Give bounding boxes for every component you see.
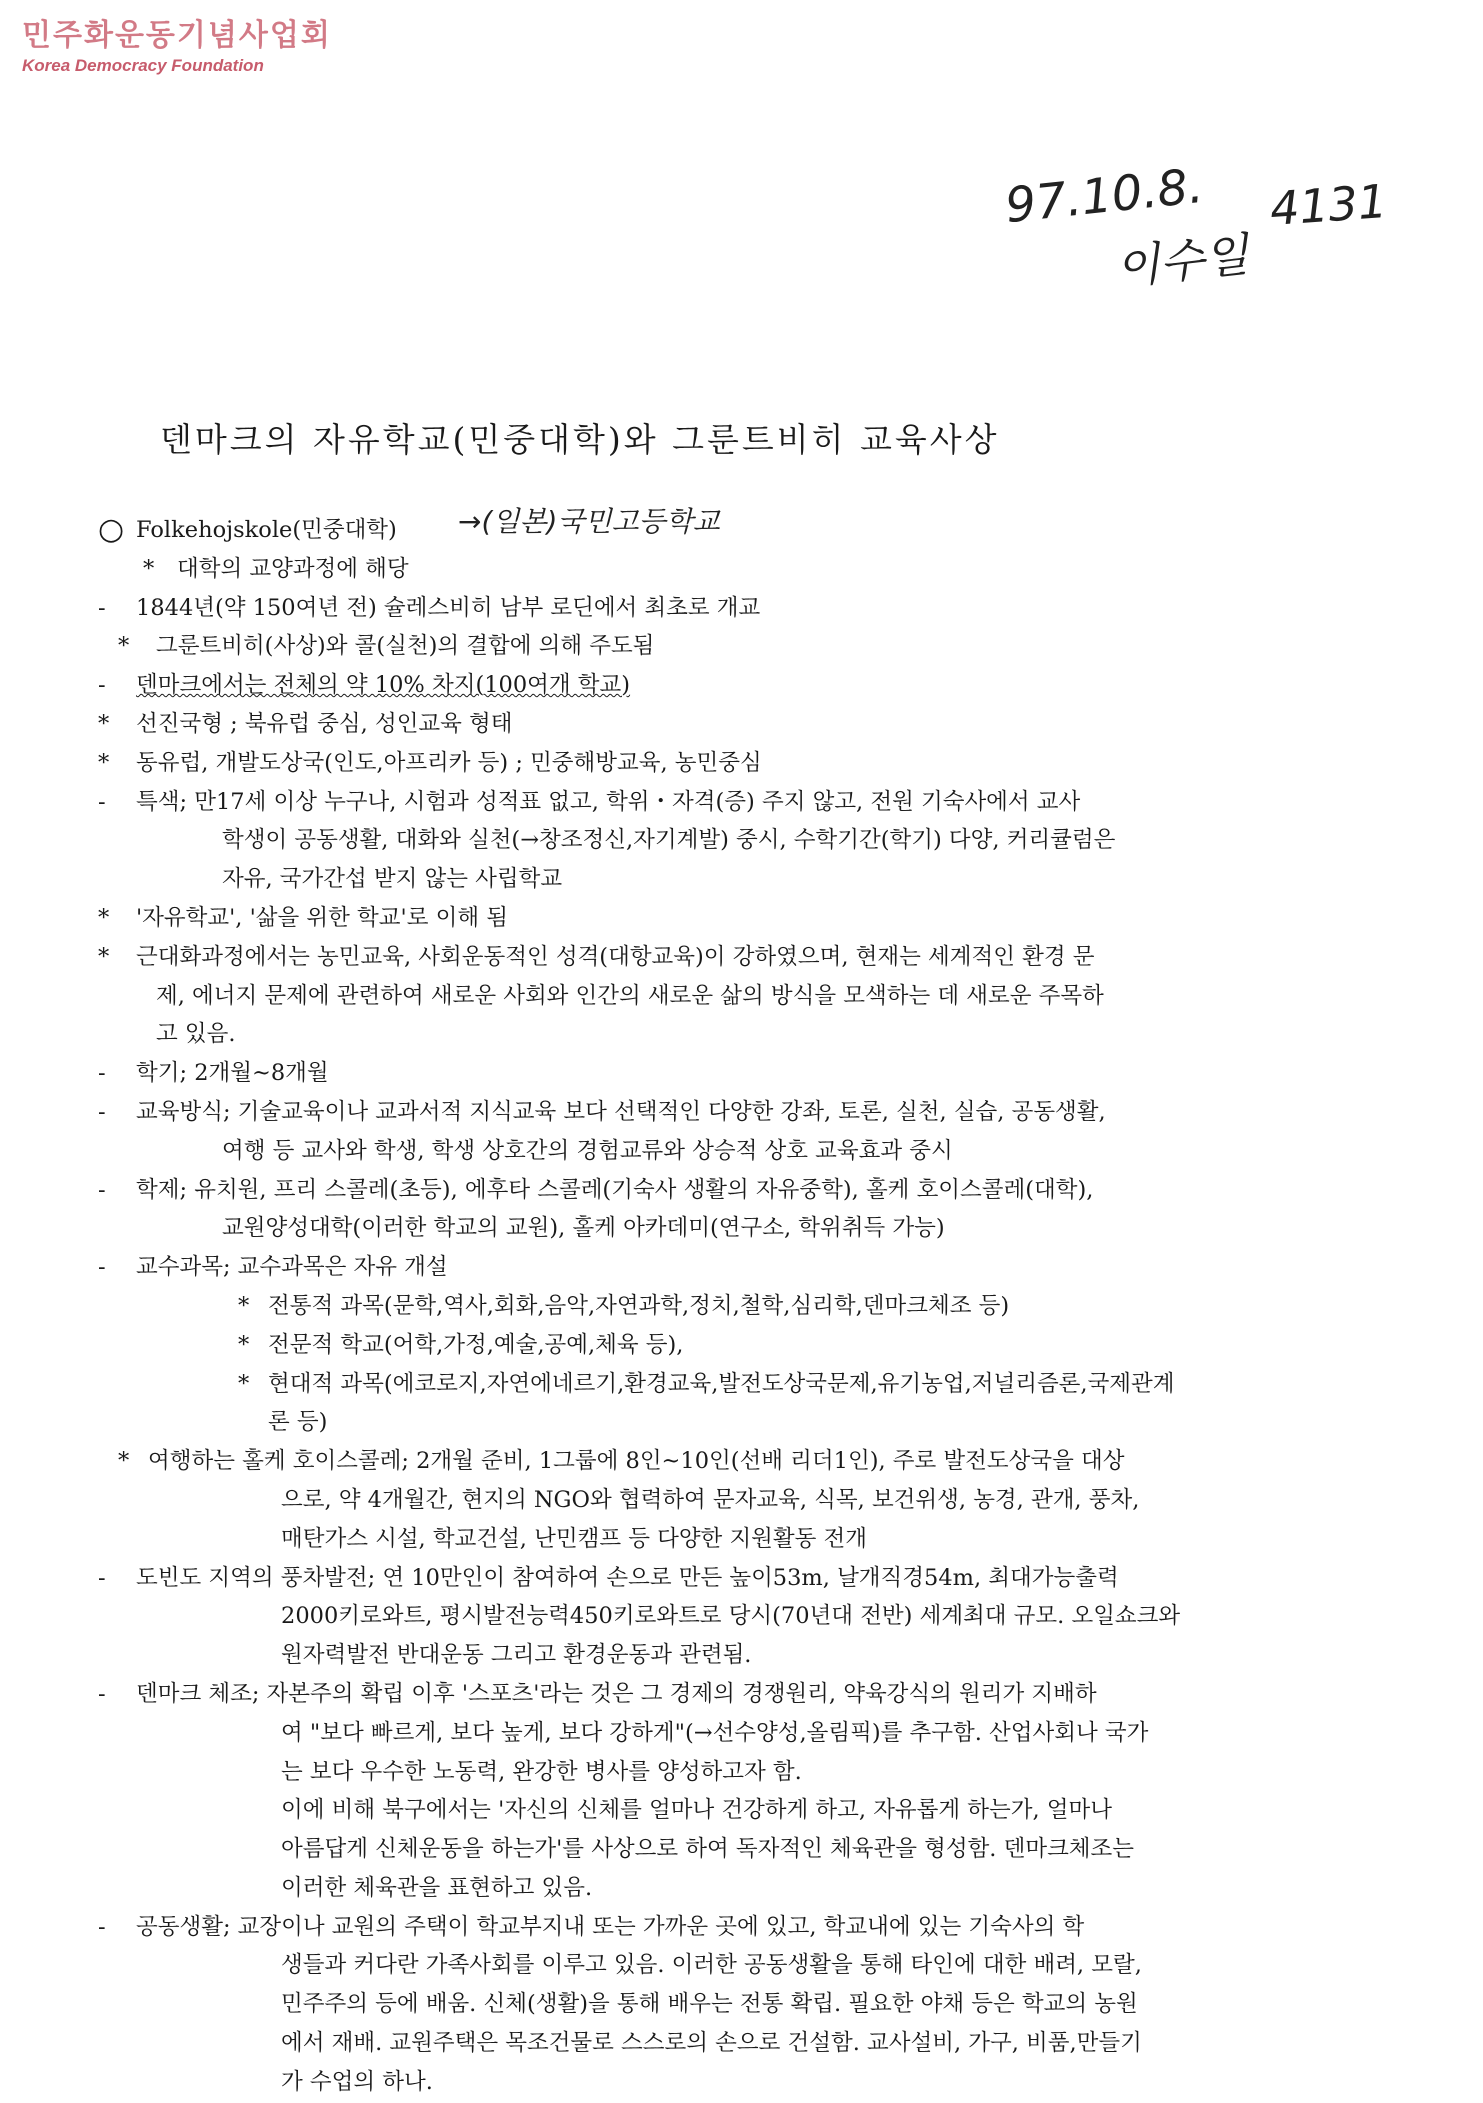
dash-bullet: - <box>98 1098 106 1125</box>
line-text: 학제; 유치원, 프리 스콜레(초등), 에후타 스콜레(기숙사 생활의 자유중학), 홀케 호이스콜레(대학), <box>136 1176 1094 1203</box>
document-line <box>98 977 1338 1016</box>
line-text: 교수과목; 교수과목은 자유 개설 <box>136 1254 448 1281</box>
document-line <box>98 938 1338 977</box>
line-text: 학기; 2개월~8개월 <box>136 1060 329 1087</box>
asterisk-bullet: * <box>118 1448 130 1475</box>
line-text: 가 수업의 하나. <box>281 2068 433 2095</box>
document-line <box>98 899 1338 938</box>
handwritten-date: 97.10.8. <box>1002 157 1206 235</box>
document-line <box>98 1559 1338 1598</box>
dash-bullet: - <box>98 1176 106 1203</box>
document-line <box>98 1403 1338 1442</box>
line-text: 이에 비해 북구에서는 '자신의 신체를 얼마나 건강하게 하고, 자유롭게 하는가, 얼마나 <box>281 1797 1113 1824</box>
line-text: 교육방식; 기술교육이나 교과서적 지식교육 보다 선택적인 다양한 강좌, 토론, 실천, 실습, 공동생활, <box>136 1098 1106 1125</box>
watermark-english: Korea Democracy Foundation <box>22 56 264 75</box>
asterisk-bullet: * <box>118 633 130 660</box>
document-title: 덴마크의 자유학교(민중대학)와 그룬트비히 교육사상 <box>160 420 1000 459</box>
document-line <box>98 1985 1338 2024</box>
line-text: 여행 등 교사와 학생, 학생 상호간의 경험교류와 상승적 상호 교육효과 중시 <box>222 1137 953 1164</box>
document-line <box>98 589 1338 628</box>
line-text: 원자력발전 반대운동 그리고 환경운동과 관련됨. <box>281 1642 752 1669</box>
dash-bullet: - <box>98 594 106 621</box>
line-text: 도빈도 지역의 풍차발전; 연 10만인이 참여하여 손으로 만든 높이53m, 날개직경54m, 최대가능출력 <box>136 1564 1119 1591</box>
asterisk-bullet: * <box>98 904 110 931</box>
line-text: 생들과 커다란 가족사회를 이루고 있음. 이러한 공동생활을 통해 타인에 대한 배려, 모랄, <box>281 1952 1142 1979</box>
document-line <box>98 1209 1338 1248</box>
document-line <box>98 1171 1338 1210</box>
document-line <box>98 821 1338 860</box>
line-text: 근대화과정에서는 농민교육, 사회운동적인 성격(대항교육)이 강하였으며, 현재는 세계적인 환경 문 <box>136 943 1095 970</box>
line-text: 특색; 만17세 이상 누구나, 시험과 성적표 없고, 학위・자격(증) 주지 않고, 전원 기숙사에서 교사 <box>136 788 1081 815</box>
foundation-watermark <box>22 18 332 76</box>
asterisk-bullet: * <box>238 1370 250 1397</box>
document-line <box>98 1287 1338 1326</box>
line-text: 자유, 국가간섭 받지 않는 사립학교 <box>222 866 563 893</box>
document-line <box>98 1753 1338 1792</box>
document-line <box>98 511 1338 550</box>
asterisk-bullet: * <box>143 555 155 582</box>
handwritten-number: 4131 <box>1268 173 1389 237</box>
line-text: 고 있음. <box>156 1021 236 1048</box>
line-text: 그룬트비히(사상)와 콜(실천)의 결합에 의해 주도됨 <box>156 633 655 660</box>
document-line <box>98 1636 1338 1675</box>
document-line <box>98 2063 1338 2102</box>
document-line <box>98 783 1338 822</box>
line-text: 이러한 체육관을 표현하고 있음. <box>281 1874 593 1901</box>
line-text: 에서 재배. 교원주택은 목조건물로 스스로의 손으로 건설함. 교사설비, 가구, 비품,만들기 <box>281 2030 1142 2057</box>
document-line <box>98 1365 1338 1404</box>
document-line <box>98 1714 1338 1753</box>
dash-bullet: - <box>98 672 106 699</box>
document-line <box>98 1597 1338 1636</box>
handwritten-annotation: →(일본)국민고등학교 <box>458 505 720 538</box>
line-text: 동유럽, 개발도상국(인도,아프리카 등) ; 민중해방교육, 농민중심 <box>136 749 762 776</box>
document-line <box>98 1791 1338 1830</box>
document-line <box>98 705 1338 744</box>
document-line <box>98 1946 1338 1985</box>
line-text: 매탄가스 시설, 학교건설, 난민캠프 등 다양한 지원활동 전개 <box>281 1525 868 1552</box>
document-line <box>98 1520 1338 1559</box>
line-text: 공동생활; 교장이나 교원의 주택이 학교부지내 또는 가까운 곳에 있고, 학교내에 있는 기숙사의 학 <box>136 1913 1085 1940</box>
document-line <box>98 1675 1338 1714</box>
document-line <box>98 1248 1338 1287</box>
document-line <box>98 1326 1338 1365</box>
line-text: 덴마크 체조; 자본주의 확립 이후 '스포츠'라는 것은 그 경제의 경쟁원리, 약육강식의 원리가 지배하 <box>136 1680 1097 1707</box>
line-text: 론 등) <box>268 1409 328 1436</box>
watermark-korean: 민주화운동기념사업회 <box>22 18 332 53</box>
line-text: 덴마크에서는 전체의 약 10% 차지(100여개 학교) <box>136 672 631 699</box>
handwritten-name: 이수일 <box>1112 227 1252 295</box>
document-line <box>98 1054 1338 1093</box>
line-text: 제, 에너지 문제에 관련하여 새로운 사회와 인간의 새로운 삶의 방식을 모색하는 데 새로운 주목하 <box>156 982 1104 1009</box>
dash-bullet: - <box>98 1254 106 1281</box>
dash-bullet: - <box>98 1913 106 1940</box>
document-line <box>98 2024 1338 2063</box>
line-text: 현대적 과목(에코로지,자연에네르기,환경교육,발전도상국문제,유기농업,저널리즘론,국제관계 <box>268 1370 1175 1397</box>
document-line <box>98 1830 1338 1869</box>
asterisk-bullet: * <box>98 710 110 737</box>
asterisk-bullet: * <box>238 1331 250 1358</box>
document-line <box>98 627 1338 666</box>
document-line <box>98 1015 1338 1054</box>
dash-bullet: - <box>98 788 106 815</box>
document-line <box>98 1869 1338 1908</box>
line-text: 전통적 과목(문학,역사,회화,음악,자연과학,정치,철학,심리학,덴마크체조 등) <box>268 1292 1010 1319</box>
document-line <box>98 860 1338 899</box>
line-text: 여 "보다 빠르게, 보다 높게, 보다 강하게"(→선수양성,올림픽)를 추구함. 산업사회나 국가 <box>281 1719 1149 1746</box>
line-text: 전문적 학교(어학,가정,예술,공예,체육 등), <box>268 1331 684 1358</box>
document-line <box>98 1481 1338 1520</box>
line-text: 대학의 교양과정에 해당 <box>177 555 409 582</box>
line-text: 교원양성대학(이러한 학교의 교원), 홀케 아카데미(연구소, 학위취득 가능) <box>222 1215 945 1242</box>
line-text: 2000키로와트, 평시발전능력450키로와트로 당시(70년대 전반) 세계최대 규모. 오일쇼크와 <box>281 1603 1181 1630</box>
circle-bullet: ○ <box>98 512 125 547</box>
line-text: 아름답게 신체운동을 하는가'를 사상으로 하여 독자적인 체육관을 형성함. 덴마크체조는 <box>281 1836 1135 1863</box>
document-line <box>98 1093 1338 1132</box>
asterisk-bullet: * <box>98 943 110 970</box>
line-text: 는 보다 우수한 노동력, 완강한 병사를 양성하고자 함. <box>281 1758 802 1785</box>
document-line <box>98 550 1338 589</box>
document-body <box>98 511 1338 2102</box>
dash-bullet: - <box>98 1060 106 1087</box>
asterisk-bullet: * <box>238 1292 250 1319</box>
asterisk-bullet: * <box>98 749 110 776</box>
line-text: 민주주의 등에 배움. 신체(생활)을 통해 배우는 전통 확립. 필요한 야채 등은 학교의 농원 <box>281 1991 1138 2018</box>
line-text: Folkehojskole(민중대학) <box>136 517 397 543</box>
dash-bullet: - <box>98 1680 106 1707</box>
dash-bullet: - <box>98 1564 106 1591</box>
document-line <box>98 666 1338 705</box>
line-text: 선진국형 ; 북유럽 중심, 성인교육 형태 <box>136 710 513 737</box>
line-text: 1844년(약 150여년 전) 슐레스비히 남부 로딘에서 최초로 개교 <box>136 594 761 621</box>
line-text: 학생이 공동생활, 대화와 실천(→창조정신,자기계발) 중시, 수학기간(학기) 다양, 커리큘럼은 <box>222 827 1116 854</box>
document-line <box>98 744 1338 783</box>
line-text: 여행하는 홀케 호이스콜레; 2개월 준비, 1그룹에 8인~10인(선배 리더1인), 주로 발전도상국을 대상 <box>148 1448 1125 1475</box>
document-line <box>98 1442 1338 1481</box>
line-text: 으로, 약 4개월간, 현지의 NGO와 협력하여 문자교육, 식목, 보건위생, 농경, 관개, 풍차, <box>281 1486 1140 1513</box>
line-text: '자유학교', '삶을 위한 학교'로 이해 됨 <box>136 904 508 931</box>
document-line <box>98 1908 1338 1947</box>
document-line <box>98 1132 1338 1171</box>
